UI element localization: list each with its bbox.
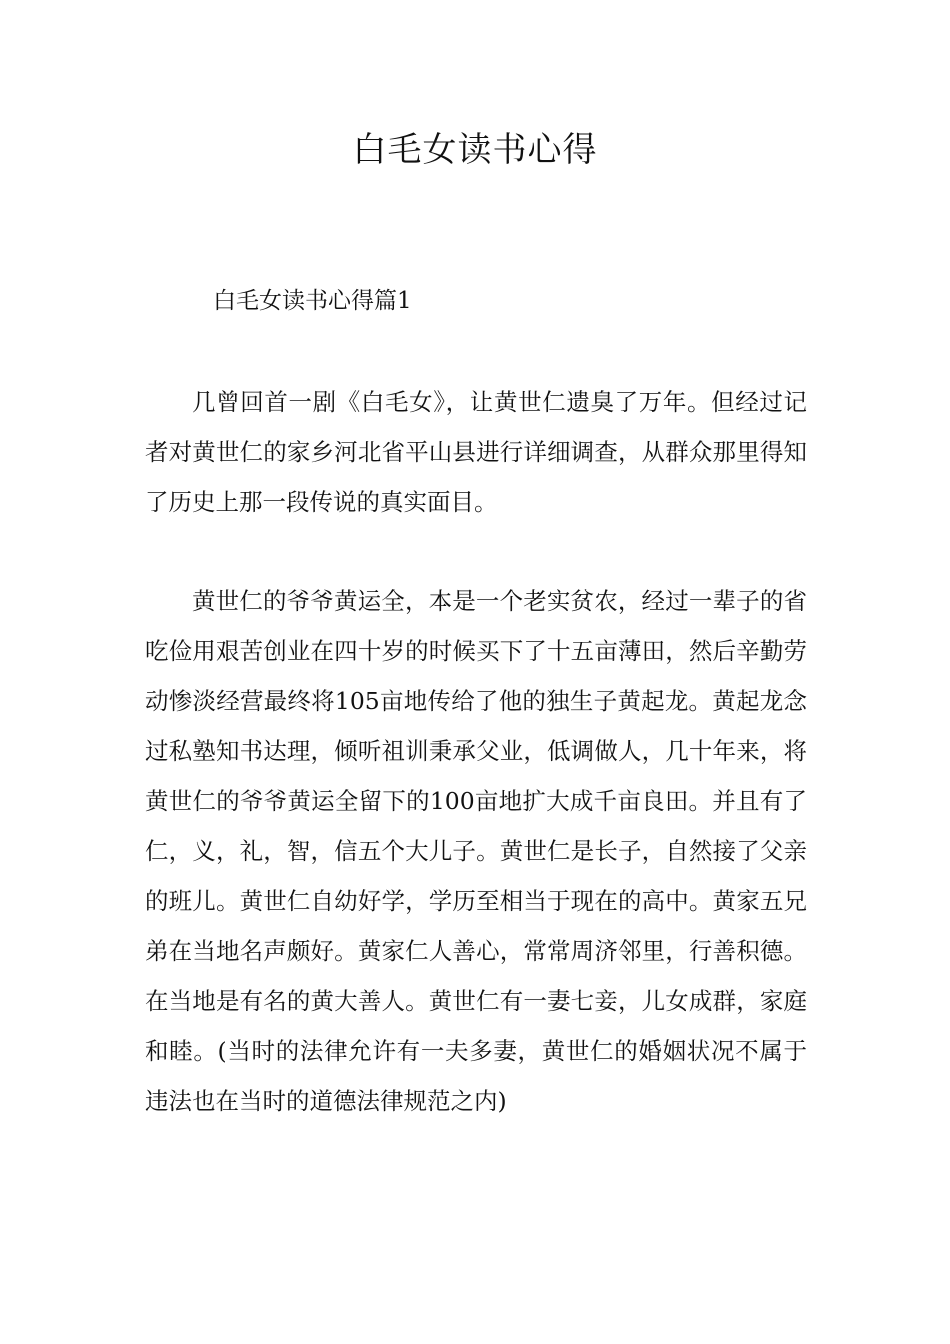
paragraph: 黄世仁的爷爷黄运全，本是一个老实贫农，经过一辈子的省吃俭用艰苦创业在四十岁的时候买下了十五亩薄田，然后辛勤劳动惨淡经营最终将105亩地传给了他的独生子黄起龙。黄起龙念过私塾知书达理，倾听祖训秉承父业，低调做人，几十年来，将黄世仁的爷爷黄运全留下的100亩地扩大成千亩良田。并且有了仁，义，礼，智，信五个大儿子。黄世仁是长子，自然接了父亲的班儿。黄世仁自幼好学，学历至相当于现在的高中。黄家五兄弟在当地名声颇好。黄家仁人善心，常常周济邻里，行善积德。在当地是有名的黄大善人。黄世仁有一妻七妾，儿女成群，家庭和睦。(当时的法律允许有一夫多妻，黄世仁的婚姻状况不属于违法也在当时的道德法律规范之内) bbox=[145, 587, 807, 1115]
paragraph: 几曾回首一剧《白毛女》，让黄世仁遗臭了万年。但经过记者对黄世仁的家乡河北省平山县进行详细调查，从群众那里得知了历史上那一段传说的真实面目。 bbox=[145, 388, 807, 516]
document-title: 白毛女读书心得 bbox=[352, 130, 598, 170]
section-title: 白毛女读书心得篇1 bbox=[213, 288, 412, 314]
